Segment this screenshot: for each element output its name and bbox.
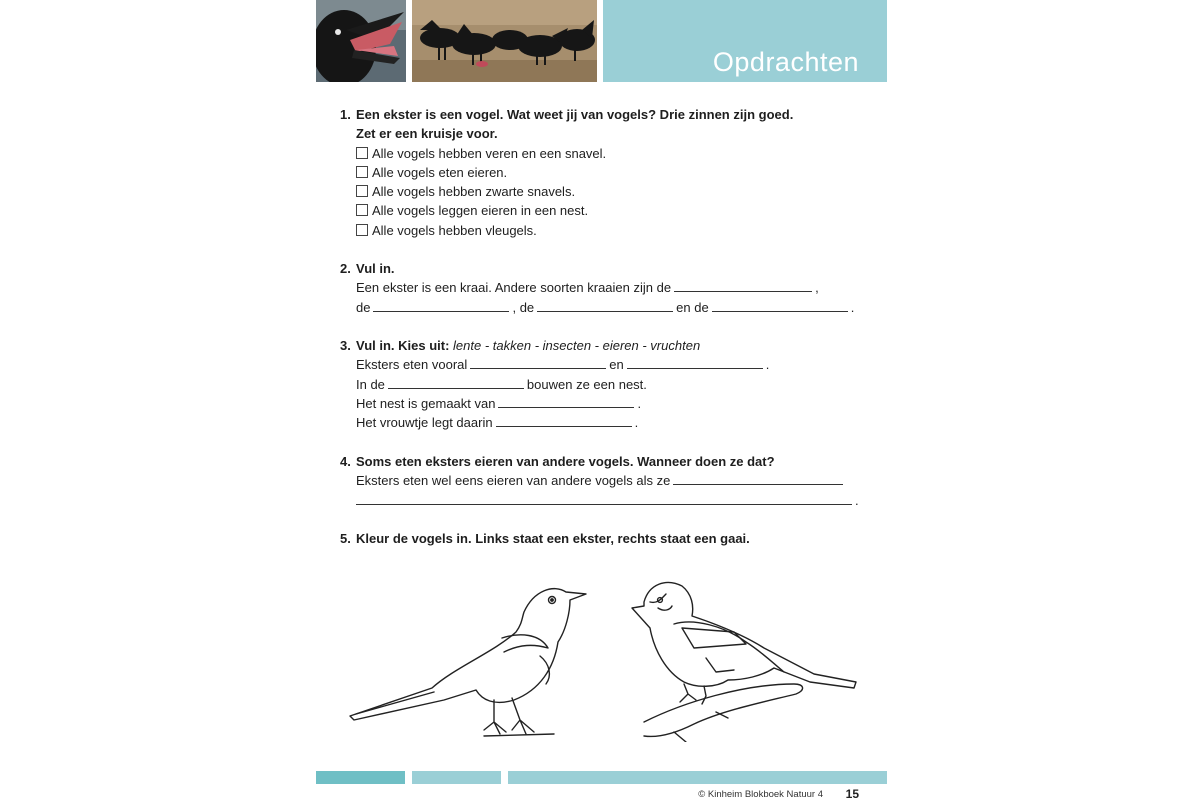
checkbox[interactable] bbox=[356, 166, 368, 178]
sentence-text: Eksters eten wel eens eieren van andere vogels als ze bbox=[356, 473, 671, 489]
checkbox[interactable] bbox=[356, 185, 368, 197]
question-prompt: Kleur de vogels in. Links staat een ekster, rechts staat een gaai. bbox=[356, 531, 750, 546]
answer-blank[interactable] bbox=[388, 387, 524, 389]
jay-drawing[interactable] bbox=[632, 583, 856, 742]
sentence-text: , de bbox=[512, 299, 535, 315]
magpie-drawing[interactable] bbox=[350, 589, 586, 736]
header-band bbox=[603, 0, 887, 82]
page-title: Opdrachten bbox=[712, 47, 859, 77]
option-label: Alle vogels hebben vleugels. bbox=[372, 222, 537, 238]
answer-blank[interactable] bbox=[674, 290, 812, 292]
option-label: Alle vogels eten eieren. bbox=[372, 164, 508, 180]
punctuation: . bbox=[850, 299, 855, 315]
punctuation: . bbox=[634, 415, 639, 431]
sentence-text: en bbox=[609, 357, 624, 373]
answer-blank[interactable] bbox=[498, 406, 634, 408]
answer-blank[interactable] bbox=[673, 483, 843, 485]
checkbox[interactable] bbox=[356, 224, 368, 236]
answer-blank[interactable] bbox=[537, 310, 673, 312]
bird-coloring-drawings bbox=[344, 572, 864, 742]
punctuation: , bbox=[815, 280, 819, 296]
question-prompt: Vul in. bbox=[356, 261, 395, 276]
footer-bar-left bbox=[316, 771, 405, 784]
question-prompt: Een ekster is een vogel. Wat weet jij van vogels? Drie zinnen zijn goed. bbox=[356, 107, 794, 122]
question-prompt: Soms eten eksters eieren van andere vogels. Wanneer doen ze dat? bbox=[356, 454, 775, 469]
question-number: 1. bbox=[340, 107, 351, 122]
crows-flock-photo bbox=[412, 0, 597, 82]
footer-bar-right bbox=[508, 771, 887, 784]
answer-blank[interactable] bbox=[496, 425, 632, 427]
checkbox-option[interactable] bbox=[356, 201, 866, 220]
sentence-text: Eksters eten vooral bbox=[356, 357, 468, 373]
crow-head-photo bbox=[316, 0, 406, 82]
copyright-text: © Kinheim Blokboek Natuur 4 bbox=[698, 789, 823, 800]
question-number: 2. bbox=[340, 261, 351, 276]
answer-blank[interactable] bbox=[373, 310, 509, 312]
checkbox-option[interactable] bbox=[356, 182, 866, 201]
question-prompt: Vul in. Kies uit: bbox=[356, 338, 450, 353]
checkbox-option[interactable] bbox=[356, 221, 866, 240]
checkbox[interactable] bbox=[356, 204, 368, 216]
word-choices: lente - takken - insecten - eieren - vruchten bbox=[453, 338, 701, 353]
sentence-text: In de bbox=[356, 376, 385, 392]
punctuation: . bbox=[637, 395, 642, 411]
answer-blank[interactable] bbox=[470, 367, 606, 369]
sentence-text: Het nest is gemaakt van bbox=[356, 395, 496, 411]
page-number: 15 bbox=[845, 787, 859, 801]
checkbox-option[interactable] bbox=[356, 144, 866, 163]
punctuation: . bbox=[765, 357, 770, 373]
sentence-text: bouwen ze een nest. bbox=[526, 376, 647, 392]
question-number: 5. bbox=[340, 531, 351, 546]
question-number: 4. bbox=[340, 454, 351, 469]
sentence-text: en de bbox=[676, 299, 709, 315]
checkbox[interactable] bbox=[356, 147, 368, 159]
answer-blank[interactable] bbox=[356, 503, 852, 505]
sentence-text: Het vrouwtje legt daarin bbox=[356, 415, 493, 431]
punctuation: . bbox=[855, 492, 859, 508]
workbook-page bbox=[316, 0, 887, 800]
sentence-text: de bbox=[356, 299, 371, 315]
question-instruction: Zet er een kruisje voor. bbox=[356, 126, 498, 142]
checkbox-option[interactable] bbox=[356, 163, 866, 182]
footer-bar-middle bbox=[412, 771, 501, 784]
option-label: Alle vogels hebben zwarte snavels. bbox=[372, 184, 576, 200]
question-number: 3. bbox=[340, 338, 351, 353]
option-label: Alle vogels hebben veren en een snavel. bbox=[372, 145, 607, 161]
answer-blank[interactable] bbox=[712, 310, 848, 312]
sentence-text: Een ekster is een kraai. Andere soorten kraaien zijn de bbox=[356, 280, 672, 296]
option-label: Alle vogels leggen eieren in een nest. bbox=[372, 203, 589, 219]
answer-blank[interactable] bbox=[627, 367, 763, 369]
